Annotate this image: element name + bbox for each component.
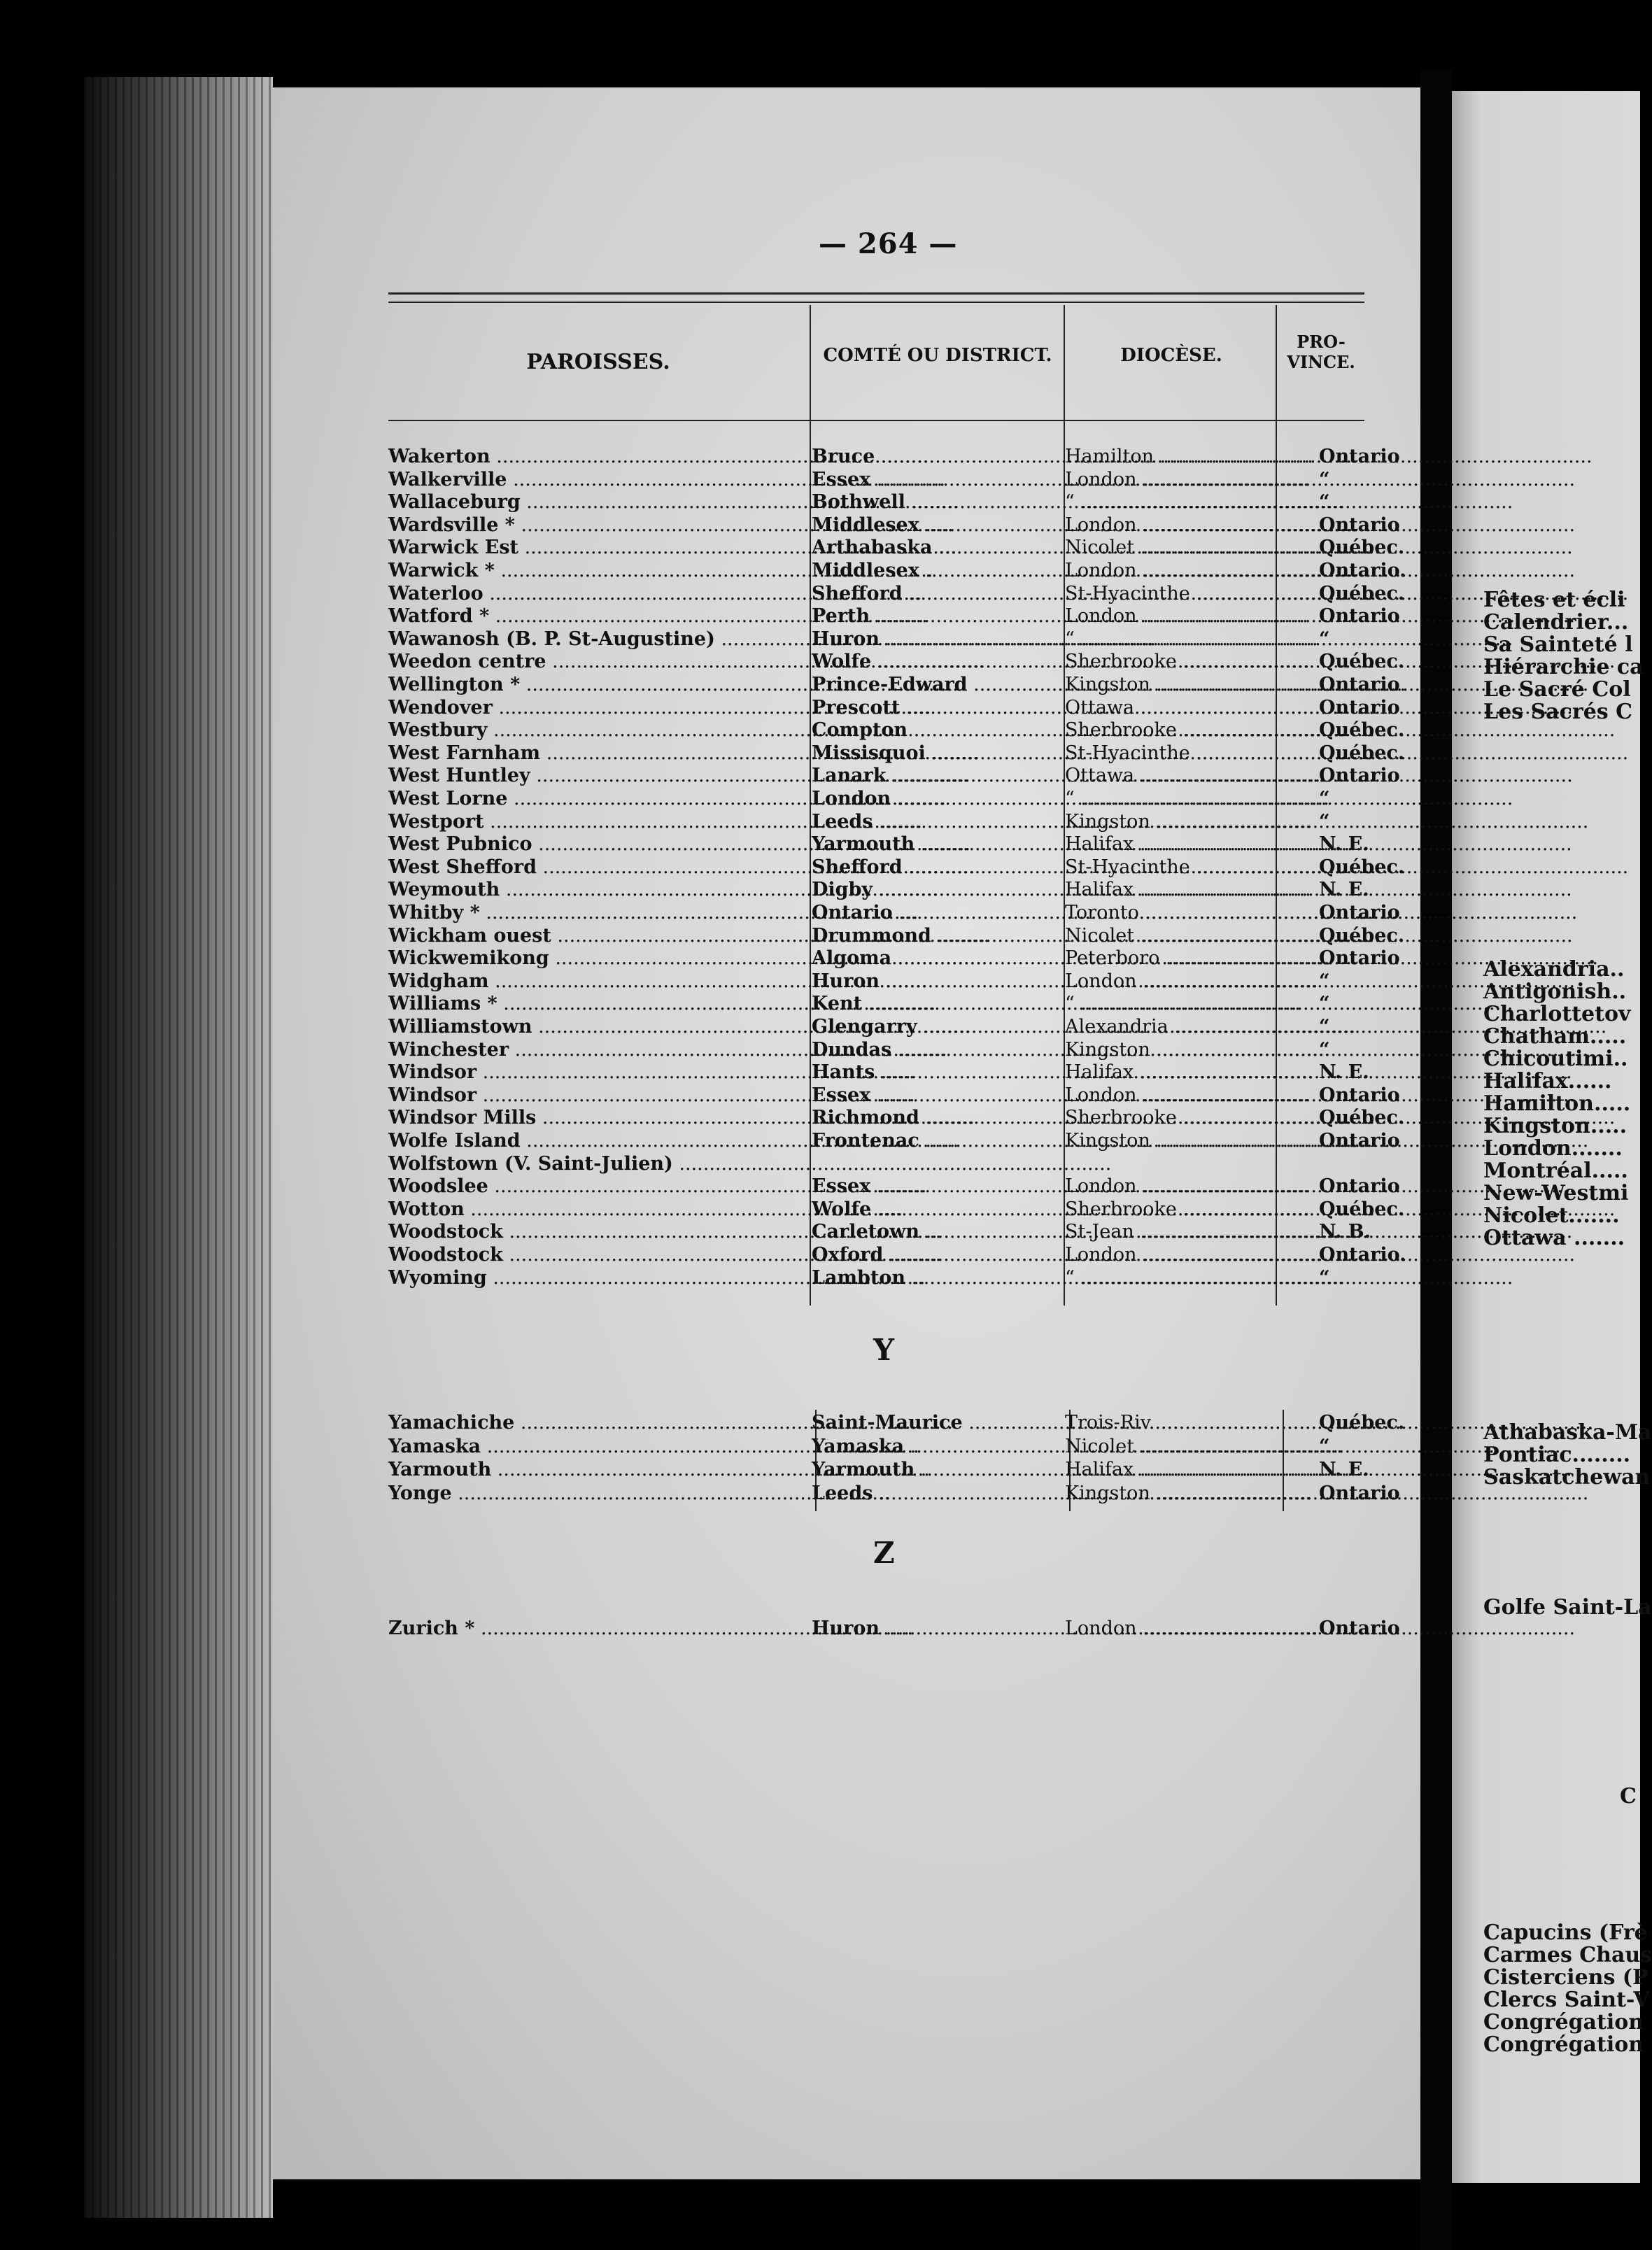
province-name: “ [1319, 1266, 1330, 1289]
county-name: Arthabaska ..... [812, 537, 1053, 559]
province-name: Ontario [1319, 696, 1400, 719]
diocese-name: Kingston ..... [1065, 1039, 1310, 1061]
table-row [388, 788, 1364, 810]
table-row [388, 1459, 1369, 1481]
right-page-line: Fêtes et écli [1483, 588, 1625, 612]
right-page-line: Calendrier... [1483, 610, 1629, 635]
province-name: “ [1319, 468, 1330, 490]
diocese-name: Toronto ..... [1065, 902, 1310, 924]
table-row [388, 1039, 1364, 1061]
binding-texture [84, 77, 273, 2218]
diocese-name: Trois-Riv. ..... [1065, 1412, 1310, 1434]
diocese-name: London ..... [1065, 1244, 1310, 1266]
province-name: Québec. [1319, 924, 1405, 947]
province-name: Ontario [1319, 947, 1400, 970]
province-name: Ontario [1319, 1618, 1400, 1639]
parish-name: Zurich * ..... [388, 1618, 801, 1640]
diocese-name: London ..... [1065, 560, 1310, 582]
table-row [388, 696, 1400, 719]
diocese-name: Halifax ..... [1065, 1459, 1310, 1481]
county-name: Huron ..... [812, 970, 1053, 993]
table-row [388, 811, 1364, 833]
county-name: Saint-Maurice ..... [812, 1412, 1053, 1434]
province-name: “ [1319, 1038, 1330, 1061]
right-page-line: Athabaska-Ma [1483, 1420, 1652, 1445]
right-page-line: Chatham..... [1483, 1024, 1627, 1049]
parish-name: Waterloo ..... [388, 583, 801, 605]
county-name: Shefford ..... [812, 856, 1053, 879]
table-row [388, 924, 1405, 947]
right-page-line: Chicoutimi.. [1483, 1047, 1628, 1071]
diocese-name: London ..... [1065, 970, 1310, 993]
county-name: Hants ..... [812, 1061, 1053, 1084]
county-name: Digby ..... [812, 879, 1053, 901]
county-name: Leeds ..... [812, 811, 1053, 833]
diocese-name: St-Hyacinthe ..... [1065, 742, 1310, 765]
diocese-name: Peterboro ..... [1065, 947, 1310, 970]
table-row [388, 1618, 1400, 1640]
diocese-name: Kingston ..... [1065, 1130, 1310, 1152]
county-name: Dundas ..... [812, 1039, 1053, 1061]
right-page-line: Golfe Saint-La [1483, 1595, 1652, 1620]
right-page-line: Congrégation [1483, 2032, 1644, 2057]
right-page-line: Pontiac........ [1483, 1443, 1631, 1467]
header-province: PRO- VINCE. [1287, 332, 1355, 372]
parish-name: Woodstock ..... [388, 1221, 801, 1243]
county-name: Oxford ..... [812, 1244, 1053, 1266]
diocese-name: St-Hyacinthe ..... [1065, 856, 1310, 879]
table-row [388, 469, 1364, 491]
province-name: Québec. [1319, 742, 1405, 764]
diocese-name: Sherbrooke ..... [1065, 1198, 1310, 1221]
table-row [388, 1061, 1369, 1084]
province-name: Ontario. [1319, 1244, 1406, 1266]
book-binding [84, 77, 273, 2218]
parish-name: Wickwemikong ..... [388, 947, 801, 970]
county-name: Algoma ..... [812, 947, 1053, 970]
province-name: Ontario [1319, 1175, 1400, 1198]
parish-name: Wellington * ..... [388, 674, 801, 696]
county-name: Yamaska ..... [812, 1436, 1053, 1458]
county-name: Shefford ..... [812, 583, 1053, 605]
diocese-name: London ..... [1065, 1175, 1310, 1198]
province-name: “ [1319, 1016, 1330, 1038]
county-name: Prince-Edward ..... [812, 674, 1053, 696]
right-page-line: Montréal..... [1483, 1159, 1628, 1183]
right-page-line: Capucins (Frè [1483, 1920, 1648, 1945]
diocese-name: Nicolet ..... [1065, 1436, 1310, 1458]
parish-name: Weymouth ..... [388, 879, 801, 901]
parish-name: Winchester ..... [388, 1039, 801, 1061]
table-row [388, 582, 1405, 605]
parish-name: Walkerville ..... [388, 469, 801, 491]
right-page-line: New-Westmi [1483, 1181, 1629, 1205]
table-row [388, 446, 1400, 468]
section-letter-z: Z [873, 1536, 895, 1570]
right-page-line: Congrégation [1483, 2010, 1644, 2035]
county-name: Carletown ..... [812, 1221, 1053, 1243]
province-name: Ontario [1319, 765, 1400, 787]
parish-name: Weedon centre ..... [388, 651, 801, 673]
parish-name: Wickham ouest ..... [388, 925, 801, 947]
diocese-name: “ ..... [1065, 628, 1310, 651]
province-name: “ [1319, 491, 1330, 514]
province-name: “ [1319, 628, 1330, 650]
province-name: N. E. [1319, 1459, 1369, 1480]
right-page-line: Carmes Chaus [1483, 1943, 1652, 1967]
province-name: N. E. [1319, 879, 1369, 901]
top-rule [388, 292, 1364, 303]
county-name: Prescott ..... [812, 697, 1053, 719]
province-name: Ontario [1319, 902, 1400, 924]
right-page-line: Cisterciens (P [1483, 1965, 1649, 1990]
province-name: Ontario [1319, 514, 1400, 536]
table-row [388, 902, 1400, 924]
table-row [388, 560, 1406, 582]
province-name: Québec. [1319, 537, 1405, 559]
parish-name: Wyoming ..... [388, 1267, 801, 1289]
diocese-name: “ ..... [1065, 491, 1310, 514]
page-number: — 264 — [819, 227, 958, 260]
county-name: Drummond ..... [812, 925, 1053, 947]
diocese-name: Ottawa ..... [1065, 697, 1310, 719]
table-row [388, 1175, 1400, 1198]
diocese-name: London ..... [1065, 469, 1310, 491]
page-gutter [1420, 70, 1452, 2250]
table-row [388, 605, 1400, 628]
county-name: Richmond ..... [812, 1107, 1053, 1129]
county-name: Lambton ..... [812, 1267, 1053, 1289]
parish-name: Warwick Est ..... [388, 537, 801, 559]
province-name: Québec. [1319, 1198, 1405, 1220]
parish-name: Windsor Mills ..... [388, 1107, 801, 1129]
right-page-line: Hamilton..... [1483, 1091, 1631, 1116]
table-row [388, 537, 1405, 559]
province-name: Ontario [1319, 446, 1400, 467]
right-page-line: Ottawa ....... [1483, 1226, 1625, 1250]
province-name: “ [1319, 788, 1330, 809]
parish-name: Williamstown ..... [388, 1016, 801, 1038]
diocese-name: St-Hyacinthe ..... [1065, 583, 1310, 605]
province-name: “ [1319, 810, 1330, 833]
right-page-line: Hiérarchie ca [1483, 655, 1644, 679]
province-name: N. E. [1319, 833, 1369, 856]
province-name: Québec. [1319, 1412, 1405, 1434]
county-name: Yarmouth ..... [812, 833, 1053, 856]
county-name: Middlesex ..... [812, 560, 1053, 582]
parish-name: West Lorne ..... [388, 788, 801, 810]
province-name: Ontario [1319, 1130, 1400, 1152]
province-name: Québec. [1319, 719, 1405, 742]
diocese-name: Sherbrooke ..... [1065, 651, 1310, 673]
table-row [388, 970, 1364, 993]
parish-name: Wendover ..... [388, 697, 801, 719]
table-row [388, 833, 1369, 856]
parish-name: Yamachiche ..... [388, 1412, 801, 1434]
right-page-line: Les Sacrés C [1483, 700, 1632, 724]
parish-name: Windsor ..... [388, 1061, 801, 1084]
right-page-line: C [1620, 1784, 1637, 1809]
diocese-name: London ..... [1065, 605, 1310, 628]
table-row [388, 1130, 1400, 1152]
parish-name: Westbury ..... [388, 719, 801, 742]
table-row [388, 879, 1369, 901]
county-name: Essex ..... [812, 1175, 1053, 1198]
right-page-line: Saskatchewan [1483, 1465, 1651, 1490]
parish-name: Wardsville * ..... [388, 514, 801, 537]
parish-name: Wakerton ..... [388, 446, 801, 468]
right-page-line: Kingston..... [1483, 1114, 1628, 1138]
province-name: Québec. [1319, 651, 1405, 673]
header-paroisses: PAROISSES. [526, 350, 670, 374]
table-row [388, 1244, 1406, 1266]
table-row [388, 1412, 1405, 1434]
county-name: Kent ..... [812, 993, 1053, 1015]
diocese-name: Sherbrooke ..... [1065, 719, 1310, 742]
diocese-name: Kingston ..... [1065, 811, 1310, 833]
section-letter-y: Y [873, 1333, 894, 1367]
diocese-name: London ..... [1065, 514, 1310, 537]
county-name: Ontario ..... [812, 902, 1053, 924]
county-name: Middlesex ..... [812, 514, 1053, 537]
right-page-line: Antigonish.. [1483, 979, 1627, 1004]
table-row [388, 674, 1400, 696]
parish-name: Warwick * ..... [388, 560, 801, 582]
county-name: Lanark ..... [812, 765, 1053, 787]
county-name: London ..... [812, 788, 1053, 810]
county-name: Huron ..... [812, 628, 1053, 651]
county-name: Glengarry ..... [812, 1016, 1053, 1038]
right-page-line: Nicolet....... [1483, 1203, 1620, 1228]
diocese-name: Nicolet ..... [1065, 925, 1310, 947]
table-row [388, 993, 1364, 1015]
diocese-name: “ ..... [1065, 1267, 1310, 1289]
table-row [388, 947, 1400, 970]
county-name: Missisquoi ..... [812, 742, 1053, 765]
province-name: Québec. [1319, 856, 1405, 878]
parish-name: West Huntley ..... [388, 765, 801, 787]
province-name: “ [1319, 970, 1330, 992]
diocese-name: Kingston ..... [1065, 1483, 1310, 1505]
right-page-line: Charlottetov [1483, 1002, 1631, 1026]
table-row [388, 719, 1405, 742]
county-name: Huron ..... [812, 1618, 1053, 1640]
province-name: Québec. [1319, 1107, 1405, 1129]
province-name: Ontario [1319, 1084, 1400, 1106]
diocese-name: Halifax ..... [1065, 1061, 1310, 1084]
table-row [388, 1016, 1364, 1038]
county-name: Leeds ..... [812, 1483, 1053, 1505]
parish-name: Wolfstown (V. Saint-Julien) ..... [388, 1153, 801, 1175]
diocese-name: Halifax ..... [1065, 833, 1310, 856]
table-row [388, 1198, 1405, 1221]
parish-name: Widgham ..... [388, 970, 801, 993]
diocese-name: Halifax ..... [1065, 879, 1310, 901]
province-name: N. B. [1319, 1221, 1371, 1243]
parish-name: Whitby * ..... [388, 902, 801, 924]
county-name: Frontenac ..... [812, 1130, 1053, 1152]
province-name: N. E. [1319, 1061, 1369, 1084]
right-page-line: Clercs Saint-V [1483, 1988, 1650, 2012]
diocese-name: London ..... [1065, 1618, 1310, 1640]
table-row [388, 742, 1405, 765]
table-row [388, 491, 1364, 514]
table-row [388, 628, 1364, 651]
diocese-name: London ..... [1065, 1084, 1310, 1107]
county-name: Bothwell ..... [812, 491, 1053, 514]
header-diocese: DIOCÈSE. [1120, 345, 1222, 366]
parish-name: Woodslee ..... [388, 1175, 801, 1198]
parish-name: Wolfe Island ..... [388, 1130, 801, 1152]
diocese-name: Hamilton ..... [1065, 446, 1310, 468]
diocese-name: “ ..... [1065, 993, 1310, 1015]
header-comte: COMTÉ OU DISTRICT. [823, 345, 1052, 366]
table-row [388, 765, 1400, 787]
table-row [388, 1107, 1405, 1129]
parish-name: Williams * ..... [388, 993, 801, 1015]
parish-name: Yamaska ..... [388, 1436, 801, 1458]
county-name: Compton ..... [812, 719, 1053, 742]
parish-name: Westport ..... [388, 811, 801, 833]
table-row [388, 856, 1405, 879]
county-name: Essex ..... [812, 469, 1053, 491]
diocese-name: St-Jean ..... [1065, 1221, 1310, 1243]
county-name: Essex ..... [812, 1084, 1053, 1107]
parish-name: Wallaceburg ..... [388, 491, 801, 514]
table-row [388, 1267, 1364, 1289]
county-name: Wolfe ..... [812, 651, 1053, 673]
diocese-name: Alexandria ..... [1065, 1016, 1310, 1038]
right-page-line: Halifax...... [1483, 1069, 1612, 1094]
province-name: Ontario. [1319, 560, 1406, 581]
province-name: Ontario [1319, 1482, 1400, 1504]
table-row [388, 1084, 1400, 1107]
parish-name: Windsor ..... [388, 1084, 801, 1107]
diocese-name: Ottawa ..... [1065, 765, 1310, 787]
diocese-name: “ ..... [1065, 788, 1310, 810]
county-name: Bruce ..... [812, 446, 1053, 468]
province-name: Ontario [1319, 674, 1400, 695]
right-page-line: Alexandria.. [1483, 957, 1625, 982]
parish-name: West Shefford ..... [388, 856, 801, 879]
province-name: Ontario [1319, 605, 1400, 628]
county-name: Yarmouth ..... [812, 1459, 1053, 1481]
diocese-name: Kingston ..... [1065, 674, 1310, 696]
parish-name: Yarmouth ..... [388, 1459, 801, 1481]
table-row [388, 1221, 1371, 1243]
right-page-line: London....... [1483, 1136, 1623, 1161]
parish-name: Woodstock ..... [388, 1244, 801, 1266]
province-name: “ [1319, 993, 1330, 1015]
right-page-line: Sa Sainteté l [1483, 632, 1633, 657]
diocese-name: Sherbrooke ..... [1065, 1107, 1310, 1129]
parish-name: West Pubnico ..... [388, 833, 801, 856]
table-row [388, 651, 1405, 673]
table-row [388, 1436, 1364, 1458]
province-name: “ [1319, 1435, 1330, 1457]
parish-name: West Farnham ..... [388, 742, 801, 765]
table-row [388, 514, 1400, 537]
diocese-name: Nicolet ..... [1065, 537, 1310, 559]
province-name: Québec. [1319, 582, 1405, 604]
parish-name: Watford * ..... [388, 605, 801, 628]
county-name: Wolfe ..... [812, 1198, 1053, 1221]
county-name: Perth ..... [812, 605, 1053, 628]
right-page-line: Le Sacré Col [1483, 677, 1631, 702]
parish-name: Yonge ..... [388, 1483, 801, 1505]
parish-name: Wotton ..... [388, 1198, 801, 1221]
table-row [388, 1482, 1400, 1505]
table-row [388, 1153, 1364, 1175]
parish-name: Wawanosh (B. P. St-Augustine) ..... [388, 628, 801, 651]
header-rule [388, 420, 1364, 421]
